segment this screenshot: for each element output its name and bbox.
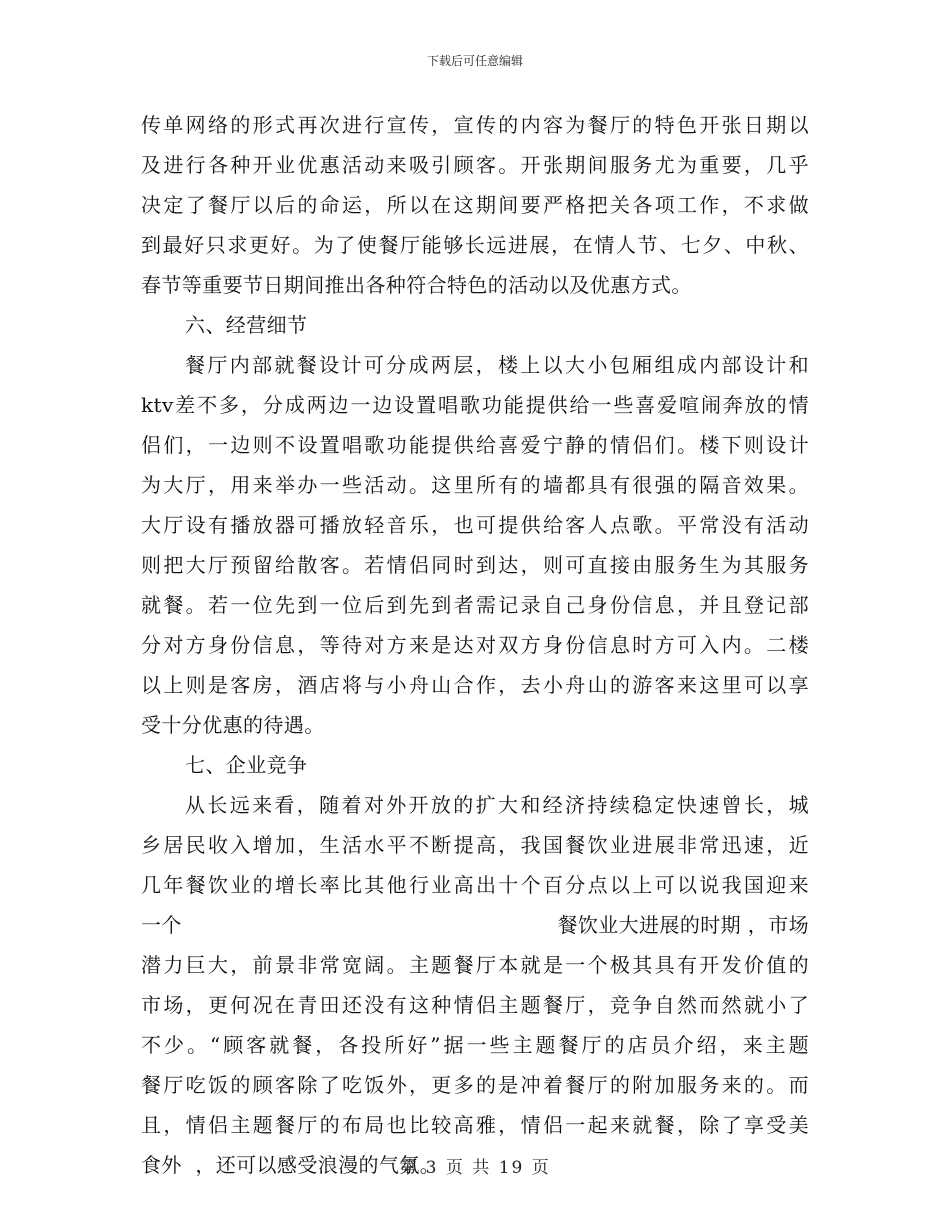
text-line: 不少。“顾客就餐，各投所好”据一些主题餐厅的店员介绍，来主题 xyxy=(141,1033,809,1057)
text-line: 为大厅，用来举办一些活动。这里所有的墙都具有很强的隔音效果。 xyxy=(141,473,809,497)
body-text xyxy=(141,105,809,1185)
text-line: 餐厅内部就餐设计可分成两层，楼上以大小包厢组成内部设计和 xyxy=(185,353,809,377)
text-line: 传单网络的形式再次进行宣传，宣传的内容为餐厅的特色开张日期以 xyxy=(141,113,809,137)
text-line: 受十分优惠的待遇。 xyxy=(141,713,325,737)
text-line-right: 餐饮业大进展的时期 ，市场 xyxy=(557,913,809,937)
text-line: 以上则是客房，酒店将与小舟山合作，去小舟山的游客来这里可以享 xyxy=(141,673,809,697)
text-line: 则把大厅预留给散客。若情侣同时到达，则可直接由服务生为其服务 xyxy=(141,553,809,577)
text-line: 决定了餐厅以后的命运，所以在这期间要严格把关各项工作，不求做 xyxy=(141,193,809,217)
text-line: 侣们，一边则不设置唱歌功能提供给喜爱宁静的情侣们。楼下则设计 xyxy=(141,433,809,457)
text-line: 分对方身份信息，等待对方来是达对双方身份信息时方可入内。二楼 xyxy=(141,633,809,657)
text-line: 餐厅吃饭的顾客除了吃饭外，更多的是冲着餐厅的附加服务来的。而 xyxy=(141,1073,809,1097)
text-line: ktv差不多，分成两边一边设置唱歌功能提供给一些喜爱喧闹奔放的情 xyxy=(141,393,809,417)
page-footer: 第 3 页 共 19 页 xyxy=(399,1158,551,1178)
text-line: 潜力巨大，前景非常宽阔。主题餐厅本就是一个极其具有开发价值的 xyxy=(141,953,809,977)
text-line: 食外 ，还可以感受浪漫的气氛。 xyxy=(141,1153,441,1177)
text-line: 就餐。若一位先到一位后到先到者需记录自己身份信息，并且登记部 xyxy=(141,593,809,617)
text-line: 几年餐饮业的增长率比其他行业高出十个百分点以上可以说我国迎来 xyxy=(141,873,809,897)
text-line: 到最好只求更好。为了使餐厅能够长远进展，在情人节、七夕、中秋、 xyxy=(141,233,809,257)
text-line: 从长远来看，随着对外开放的扩大和经济持续稳定快速曾长，城 xyxy=(185,793,809,817)
text-line: 乡居民收入增加，生活水平不断提高，我国餐饮业进展非常迅速，近 xyxy=(141,833,809,857)
page-header: 下载后可任意编辑 xyxy=(426,54,523,68)
text-line: 且，情侣主题餐厅的布局也比较高雅，情侣一起来就餐，除了享受美 xyxy=(141,1113,809,1137)
text-line: 及进行各种开业优惠活动来吸引顾客。开张期间服务尤为重要，几乎 xyxy=(141,153,809,177)
text-line: 市场，更何况在青田还没有这种情侣主题餐厅，竞争自然而然就小了 xyxy=(141,993,809,1017)
text-line-split xyxy=(141,905,809,945)
section-heading-competition: 七、企业竞争 xyxy=(185,753,308,777)
text-line: 大厅设有播放器可播放轻音乐，也可提供给客人点歌。平常没有活动 xyxy=(141,513,809,537)
text-line-left: 一个 xyxy=(141,913,182,937)
text-line: 春节等重要节日期间推出各种符合特色的活动以及优惠方式。 xyxy=(141,273,692,297)
section-heading-operations: 六、经营细节 xyxy=(185,313,308,337)
